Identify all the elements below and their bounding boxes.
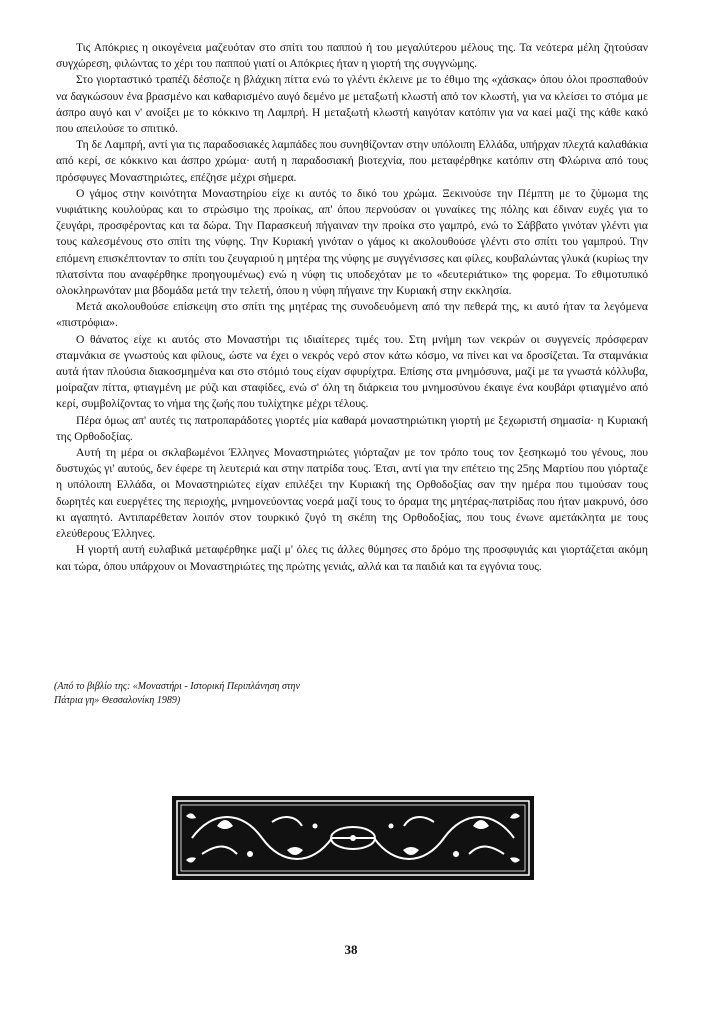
paragraph: Τη δε Λαμπρή, αντί για τις παραδοσιακές λαμπάδες που συνηθίζονταν στην υπόλοιπη Ελλάδα, υπήρχαν πλεχτά καλαθάκια από κερί, σε κόκκινο και άσπρο χρώμα· αυτή η παραδοσιακή βιοτεχνία, που μεταφέρθηκε κατόπιν στη Φλώρινα από τους πρόσφυγες Μοναστηριώτες, επέζησε μέχρι σήμερα. [56,138,648,184]
paragraph: Η γιορτή αυτή ευλαβικά μεταφέρθηκε μαζί μ' όλες τις άλλες θύμησες στο δρόμο της προσφυγιάς και γιορτάζεται ακόμη και τώρα, όπου υπάρχουν οι Μοναστηριώτες της πρώτης γενιάς, αλλά και τα παιδιά και τα εγγόνια τους. [56,543,648,573]
book-citation: (Από το βιβλίο της: «Μοναστήρι - Ιστορική Περιπλάνηση στην Πάτρια γη» Θεσσαλονίκη 1989) [54,681,300,706]
page-number: 38 [344,942,358,957]
paragraph: Μετά ακολουθούσε επίσκεψη στο σπίτι της μητέρας της συνοδευόμενη από την πεθερά της, κι αυτό ήταν τα λεγόμενα «πιστρόφια». [56,300,648,330]
floral-border-ornament-icon [172,796,534,880]
paragraph: Τις Απόκριες η οικογένεια μαζευόταν στο σπίτι του παππού ή του μεγαλύτερου μέλους της. Τα νεότερα μέλη ζητούσαν συγχώρεση, φιλώντας το χέρι του παππού γιατί οι Απόκριες ήταν η γιορτή της συγγνώμης. [56,41,648,71]
paragraph: Αυτή τη μέρα οι σκλαβωμένοι Έλληνες Μοναστηριώτες γιόρταζαν με τον τρόπο τους τον ξεσηκωμό του γένους, που δυστυχώς γι' αυτούς, δεν έφερε τη λευτεριά και στην πατρίδα τους. Έτσι, αντί για την επέτειο της 25ης Μαρτίου που γιόρταζε η υπόλοιπη Ελλάδα, οι Μοναστηριώτες είχαν επιλέξει την Κυριακή της Ορθοδοξίας σαν την ημέρα που τιμούσαν τους δωρητές και ευεργέτες της περιοχής, μνημονεύοντας νοερά μαζί τους το όραμα της μητέρας-πατρίδας που ήταν μακρυνό, όσο κι αγαπητό. Αντιπαρέθεταν λοιπόν στον τουρκικό ζυγό τη σκέπη της Ορθοδοξίας, που τους ένωνε αμετάκλητα με τους ελεύθερους Έλληνες. [56,446,648,541]
paragraph: Στο γιορταστικό τραπέζι δέσποζε η βλάχικη πίττα ενώ το γλέντι έκλεινε με το έθιμο της «χάσκας» όπου όλοι προσπαθούν να δαγκώσουν ένα βρασμένο και καθαρισμένο αυγό δεμένο με μεταξωτή κλωστή από τον κλωστή, για να κλείσει το στόμα με άσπρο αυγό και ν' ανοίξει με το κόκκινο τη Λαμπρή. Η μεταξωτή κλωστή καιγόταν κατόπιν για να καεί μαζί της κάθε κακό που απειλούσε το σπιτικό. [56,73,648,136]
paragraph: Ο θάνατος είχε κι αυτός στο Μοναστήρι τις ιδιαίτερες τιμές του. Στη μνήμη των νεκρών οι συγγενείς πρόσφεραν σταμνάκια σε γνωστούς και φίλους, ώστε να έχει ο νεκρός νερό στον κάτω κόσμο, να πίνει και να δροσίζεται. Τα σταμνάκια αυτά ήταν πλούσια διακοσμημένα και στο στόμιό τους είχαν σφυρίχτρα. Επίσης στα μνημόσυνα, μαζί με τα γνωστά κόλλυβα, μοίραζαν πίττα, φτιαγμένη με ρύζι και σταφίδες, ενώ σ' όλη τη διάρκεια του μνημοσύνου έκαιγε ένα κουβάρι φτιαγμένο από κερί, συμβολίζοντας το νήμα της ζωής που τυλίχτηκε μέχρι τέλους. [56,332,648,411]
article-body [56,40,648,575]
paragraph: Πέρα όμως απ' αυτές τις πατροπαράδοτες γιορτές μία καθαρά μοναστηριώτικη γιορτή με ξεχωριστή σημασία· η Κυριακή της Ορθοδοξίας. [56,413,648,443]
paragraph: Ο γάμος στην κοινότητα Μοναστηρίου είχε κι αυτός το δικό του χρώμα. Ξεκινούσε την Πέμπτη με το ζύμωμα της νυφιάτικης κουλούρας και το στρώσιμο της προίκας, απ' όπου περνούσαν οι γυναίκες της πόλης και έδιναν ευχές για το ζευγάρι, προσφέροντας και τα δώρα. Την Παρασκευή πήγαιναν την προίκα στο γαμπρό, ενώ το Σάββατο γινόταν γλέντι για τους καλεσμένους στο σπίτι της νύφης. Την Κυριακή γινόταν ο γάμος κι ακολουθούσε γλέντι στο σπίτι του γαμπρού. Την επόμενη επισκέπτονταν το σπίτι του ζευγαριού η μητέρα της νύφης με συγγένισσες και φίλες, κουβαλώντας γλυκά (κυρίως την πλατσίντα που αναφέρθηκε προηγουμένως) ενώ η νύφη τις υποδεχόταν με το «δευτεριάτικο» της φορεμα. Το εθιμοτυπικό ολοκληρωνόταν μια βδομάδα μετά την τελετή, όπου η νύφη πήγαινε την Κυριακή στην εκκλησία. [56,186,648,298]
